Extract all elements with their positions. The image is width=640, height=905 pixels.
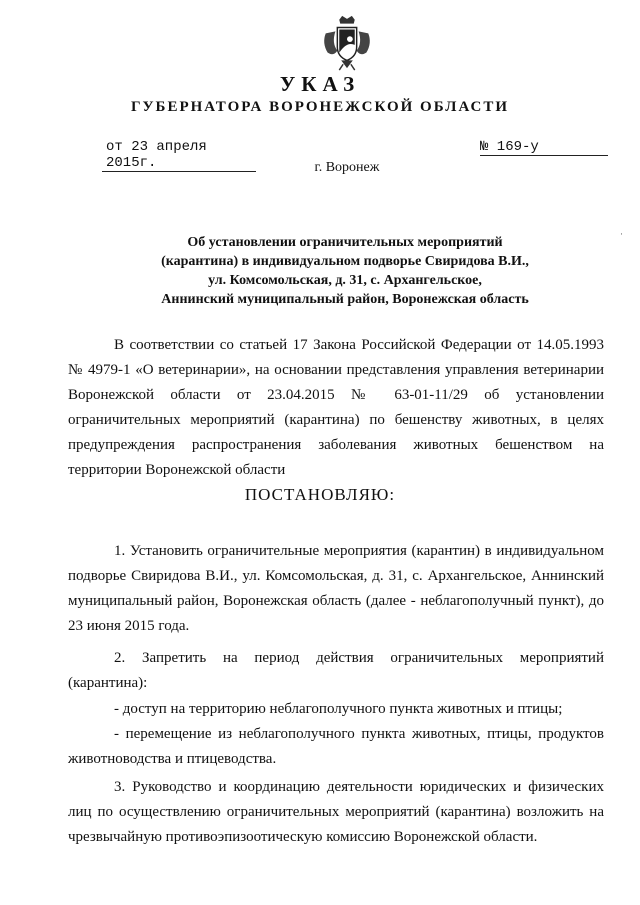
preamble-paragraph: В соответствии со статьей 17 Закона Российской Федерации от 14.05.1993 № 4979-1 «О ветеринарии», на основании представления управления ветеринарии Воронежской области от 23.04.2015 № 63-01-11/29 об установлении ограничительных мероприятий (карантина) по бешенству животных, в целях предупреждения распространения заболевания животных бешенством на территории Воронежской области [68, 337, 604, 478]
document-number: № 169-у [480, 139, 608, 156]
voronezh-coat-of-arms-icon [318, 14, 376, 72]
title-line: Об установлении ограничительных мероприятий [187, 235, 503, 250]
margin-mark: · [620, 229, 623, 239]
item-3-paragraph: 3. Руководство и координацию деятельности юридических и физических лиц по осуществлению ограничительных мероприятий (карантина) возложить на чрезвычайную противоэпизоотическую комиссию Воронежской области. [68, 779, 604, 845]
issuer-heading: ГУБЕРНАТОРА ВОРОНЕЖСКОЙ ОБЛАСТИ [130, 99, 510, 115]
document-date: от 23 апреля 2015г. [102, 139, 256, 172]
decree-word: ПОСТАНОВЛЯЮ: [244, 485, 396, 504]
item-2-bullet-1: - доступ на территорию неблагополучного пункта животных и птицы; [114, 701, 563, 717]
document-city: г. Воронеж [314, 160, 380, 175]
item-1-paragraph: 1. Установить ограничительные мероприятия (карантин) в индивидуальном подворье Свиридова В.И., ул. Комсомольская, д. 31, с. Архангельское, Аннинский муниципальный район, Воронежская область (далее - неблагополучный пункт), до 23 июня 2015 года. [68, 543, 604, 634]
item-2-paragraph: 2. Запретить на период действия ограничительных мероприятий (карантина): [68, 650, 604, 691]
item-2-bullet-2: - перемещение из неблагополучного пункта животных, птицы, продуктов животноводства и птицеводства. [68, 726, 604, 767]
title-line: Аннинский муниципальный район, Воронежская область [161, 292, 529, 307]
title-line: ул. Комсомольская, д. 31, с. Архангельское, [208, 273, 482, 288]
document-type-heading: УКАЗ [279, 72, 361, 96]
document-title [110, 233, 580, 309]
title-line: (карантина) в индивидуальном подворье Свиридова В.И., [161, 254, 529, 269]
